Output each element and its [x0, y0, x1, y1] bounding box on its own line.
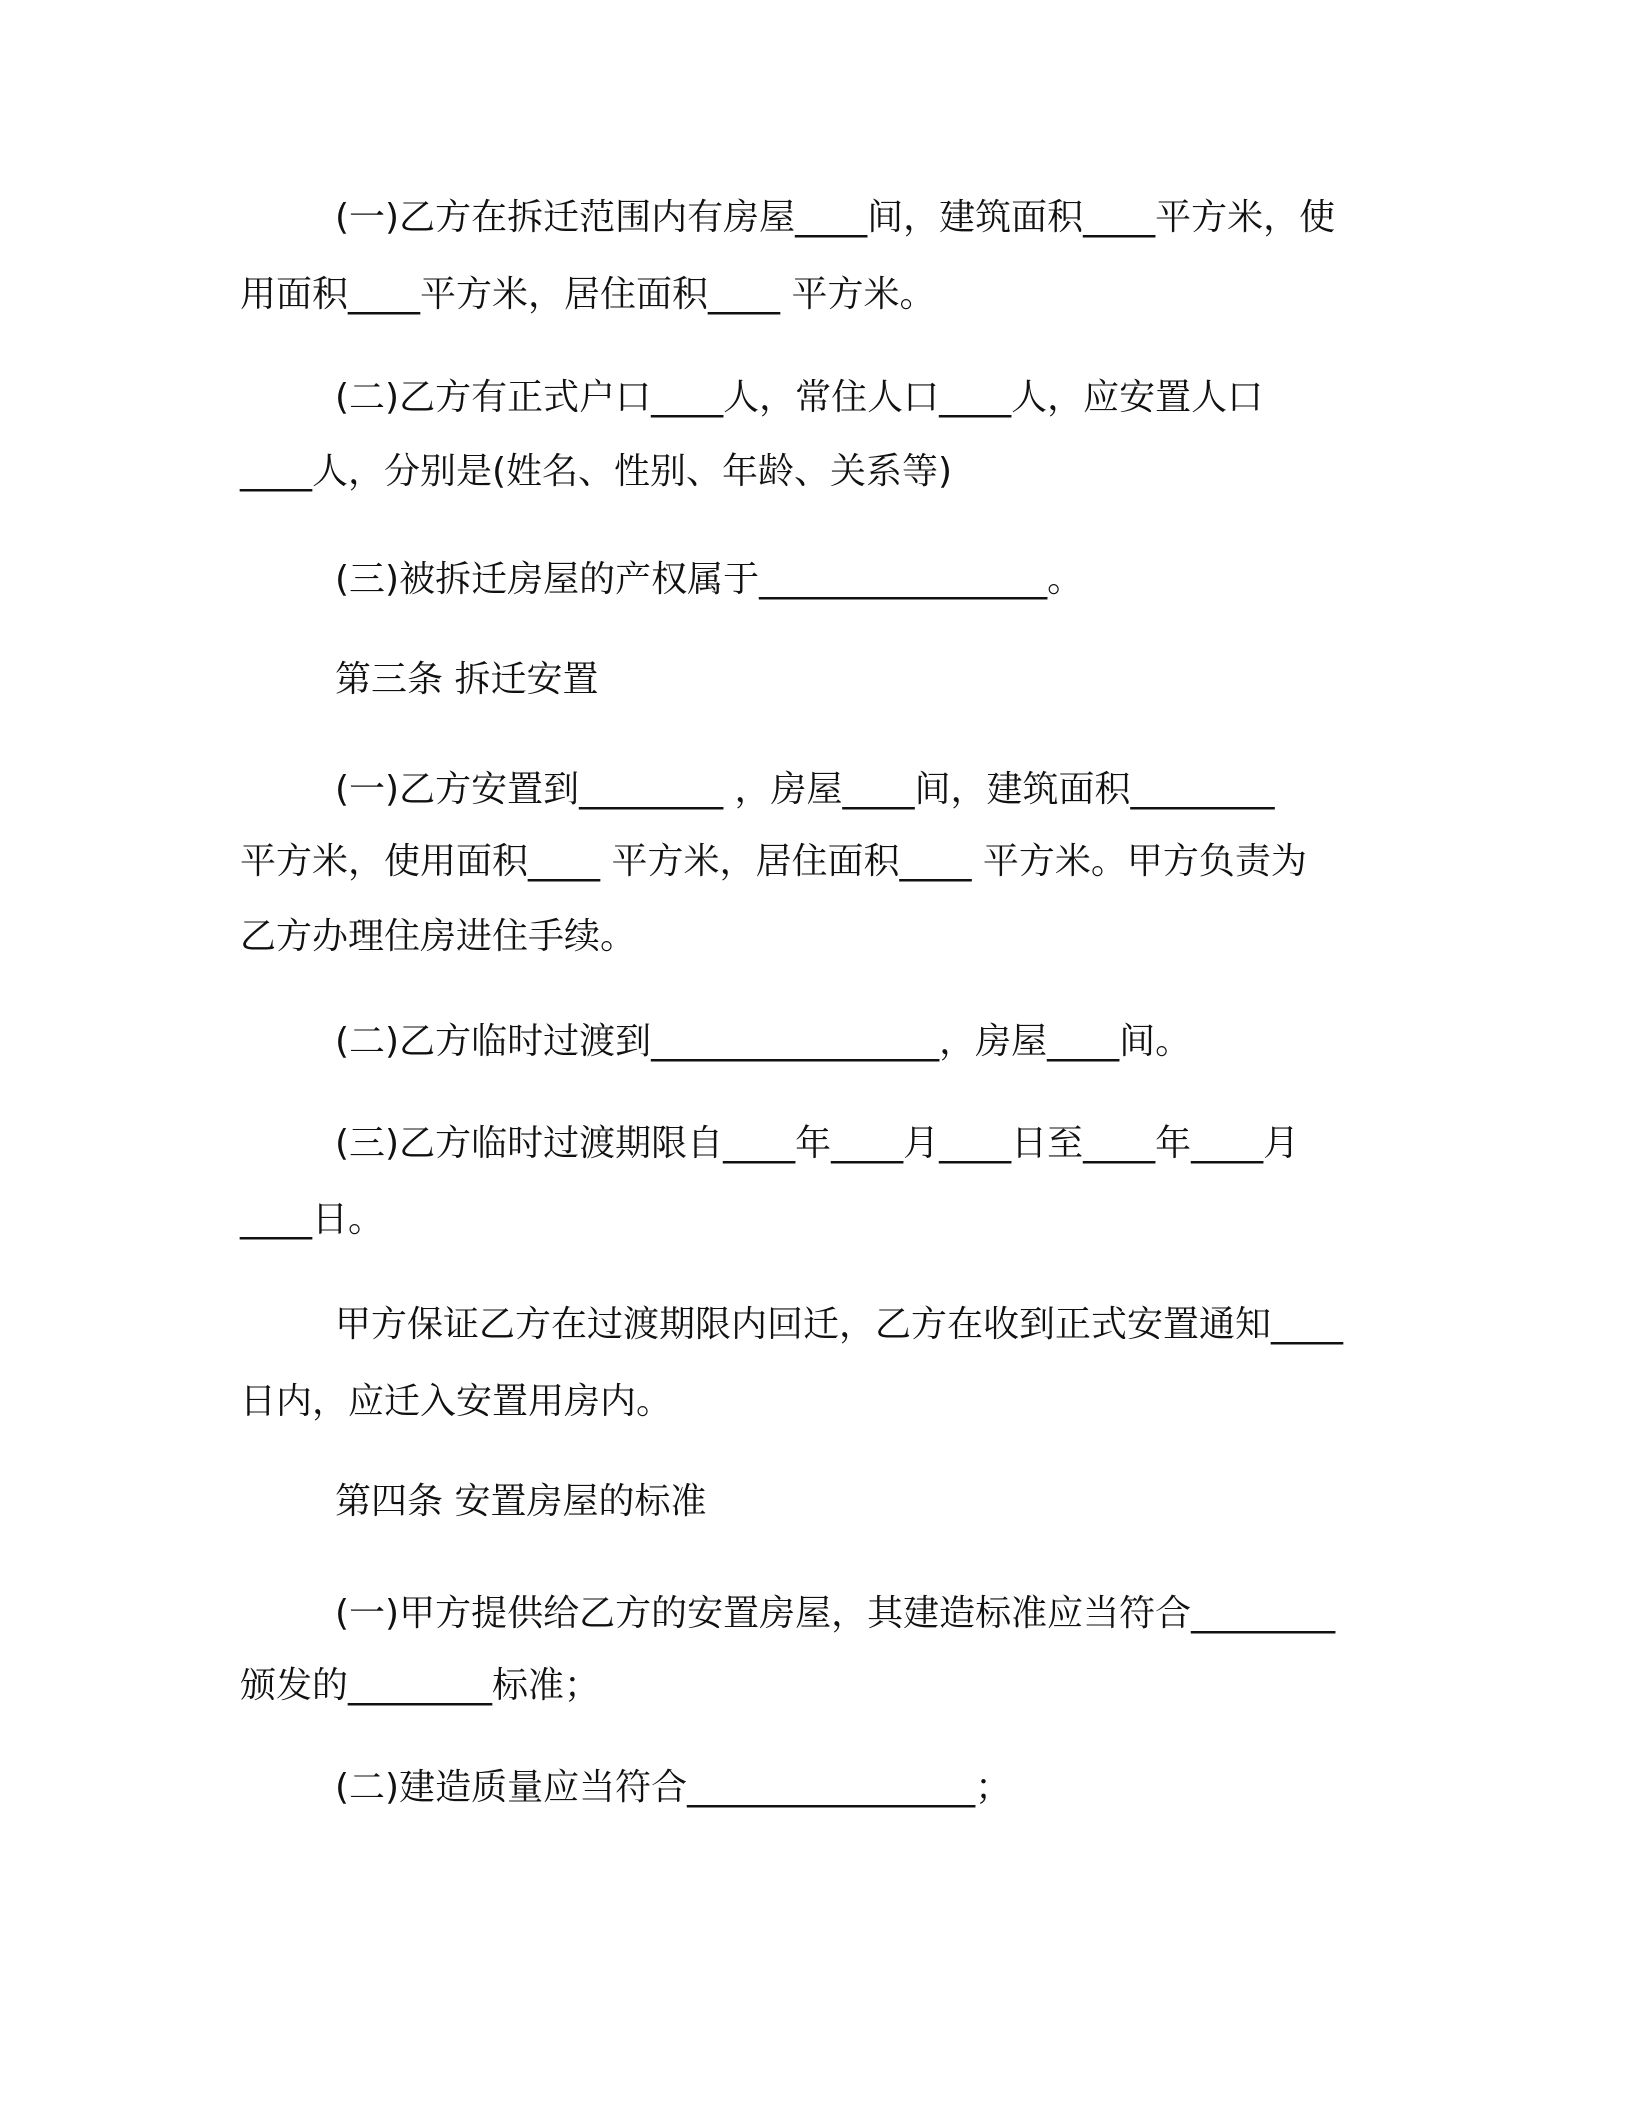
paragraph-line: 甲方保证乙方在过渡期限内回迁，乙方在收到正式安置通知____ [335, 1304, 1344, 1345]
paragraph-line: ____人，分别是(姓名、性别、年龄、关系等) [240, 451, 953, 492]
paragraph-line: (一)甲方提供给乙方的安置房屋，其建造标准应当符合________ [335, 1593, 1336, 1634]
paragraph-line: (二)乙方临时过渡到________________，房屋____间。 [335, 1021, 1192, 1062]
paragraph-line: 乙方办理住房进住手续。 [240, 916, 637, 957]
paragraph-line: (二)建造质量应当符合________________； [335, 1767, 1012, 1808]
paragraph-line: ____日。 [240, 1199, 385, 1240]
paragraph-line: 用面积____平方米，居住面积____ 平方米。 [240, 274, 936, 315]
paragraph-line: 日内，应迁入安置用房内。 [240, 1381, 673, 1422]
section-heading: 第三条 拆迁安置 [335, 659, 599, 700]
paragraph-line: (三)乙方临时过渡期限自____年____月____日至____年____月 [335, 1123, 1300, 1164]
section-heading: 第四条 安置房屋的标准 [335, 1481, 707, 1522]
paragraph-line: (三)被拆迁房屋的产权属于________________。 [335, 559, 1084, 600]
paragraph-line: 颁发的________标准； [240, 1665, 601, 1706]
paragraph-line: (一)乙方在拆迁范围内有房屋____间，建筑面积____平方米，使 [335, 197, 1336, 238]
paragraph-line: 平方米，使用面积____ 平方米，居住面积____ 平方米。甲方负责为 [240, 841, 1307, 882]
paragraph-line: (一)乙方安置到________ ，房屋____间，建筑面积________ [335, 769, 1275, 810]
paragraph-line: (二)乙方有正式户口____人，常住人口____人，应安置人口 [335, 377, 1264, 418]
